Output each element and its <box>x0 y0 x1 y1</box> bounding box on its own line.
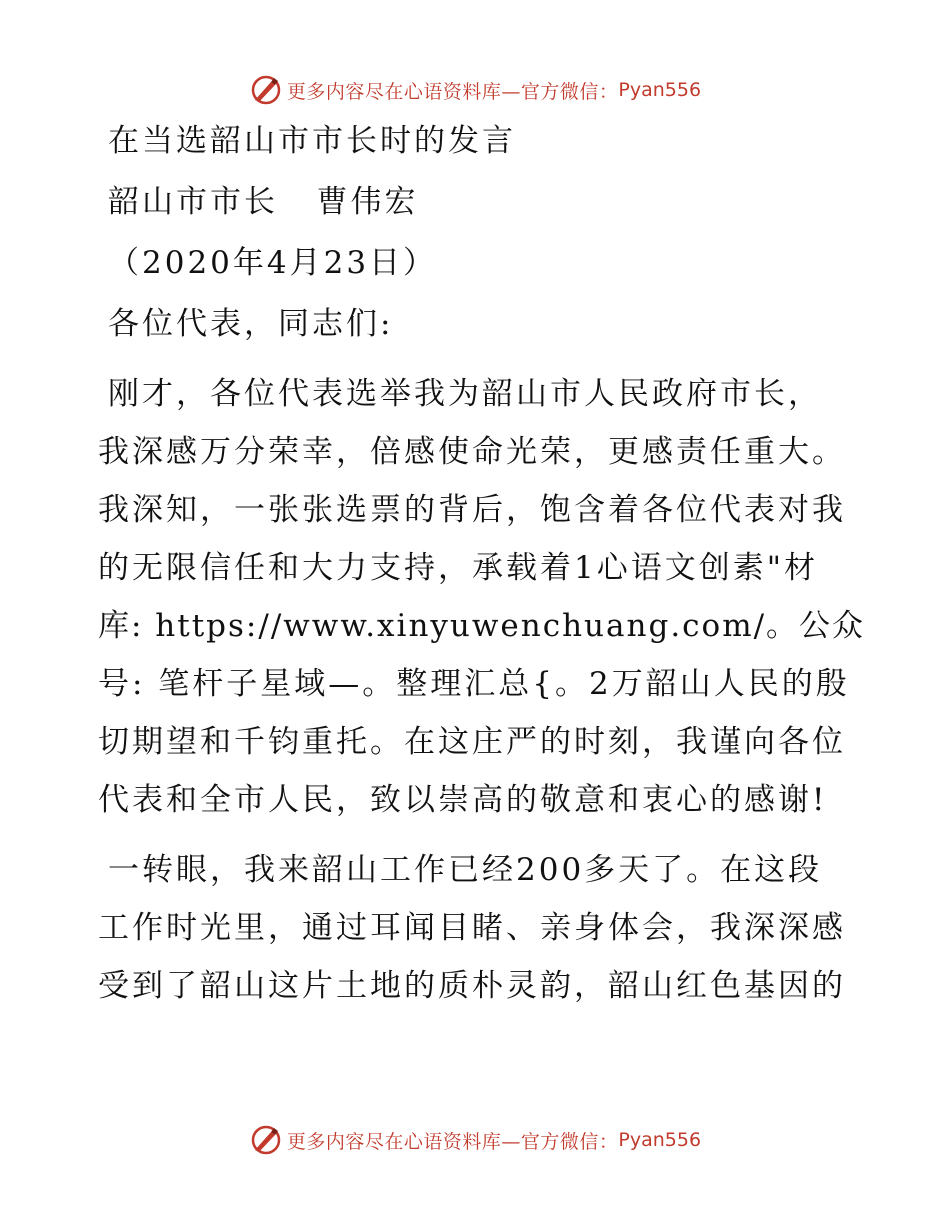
document-speaker: 韶山市市长 曹伟宏 <box>108 184 419 220</box>
banner-site-text: 更多内容尽在心语资料库—官方微信： <box>286 80 619 103</box>
document-title: 在当选韶山市市长时的发言 <box>108 123 516 159</box>
document-salutation: 各位代表，同志们: <box>108 306 394 342</box>
paragraph-line: 库: https://www.xinyuwenchuang.com/。公众 <box>98 608 866 644</box>
paragraph-1 <box>98 375 878 820</box>
paragraph-line: 刚才，各位代表选举我为韶山市人民政府市长， <box>108 376 822 412</box>
banner-site-text: 更多内容尽在心语资料库—官方微信： <box>286 1130 619 1153</box>
banner-wechat-id: Pyan556 <box>618 1129 702 1151</box>
paragraph-2 <box>98 851 878 1006</box>
document-date: （2020年4月23日） <box>108 245 438 281</box>
paragraph-line: 切期望和千钧重托。在这庄严的时刻，我谨向各位 <box>98 724 846 760</box>
paragraph-line: 的无限信任和大力支持，承载着1心语文创素"材 <box>98 550 818 586</box>
paragraph-line: 我深感万分荣幸，倍感使命光荣，更感责任重大。 <box>98 434 846 470</box>
pen-logo-icon <box>249 73 283 107</box>
footer-banner <box>0 1120 950 1160</box>
paragraph-line: 受到了韶山这片土地的质朴灵韵，韶山红色基因的 <box>98 968 846 1004</box>
document-body <box>98 122 878 1006</box>
paragraph-line: 号: 笔杆子星域—。整理汇总{。2万韶山人民的殷 <box>98 666 850 702</box>
pen-logo-icon <box>249 1123 283 1157</box>
header-banner <box>0 70 950 110</box>
paragraph-line: 工作时光里，通过耳闻目睹、亲身体会，我深深感 <box>98 910 846 946</box>
paragraph-line: 代表和全市人民，致以崇高的敬意和衷心的感谢! <box>98 782 828 818</box>
paragraph-line: 我深知，一张张选票的背后，饱含着各位代表对我 <box>98 492 846 528</box>
banner-wechat-id: Pyan556 <box>618 79 702 101</box>
paragraph-line: 一转眼，我来韶山工作已经200多天了。在这段 <box>108 852 823 888</box>
